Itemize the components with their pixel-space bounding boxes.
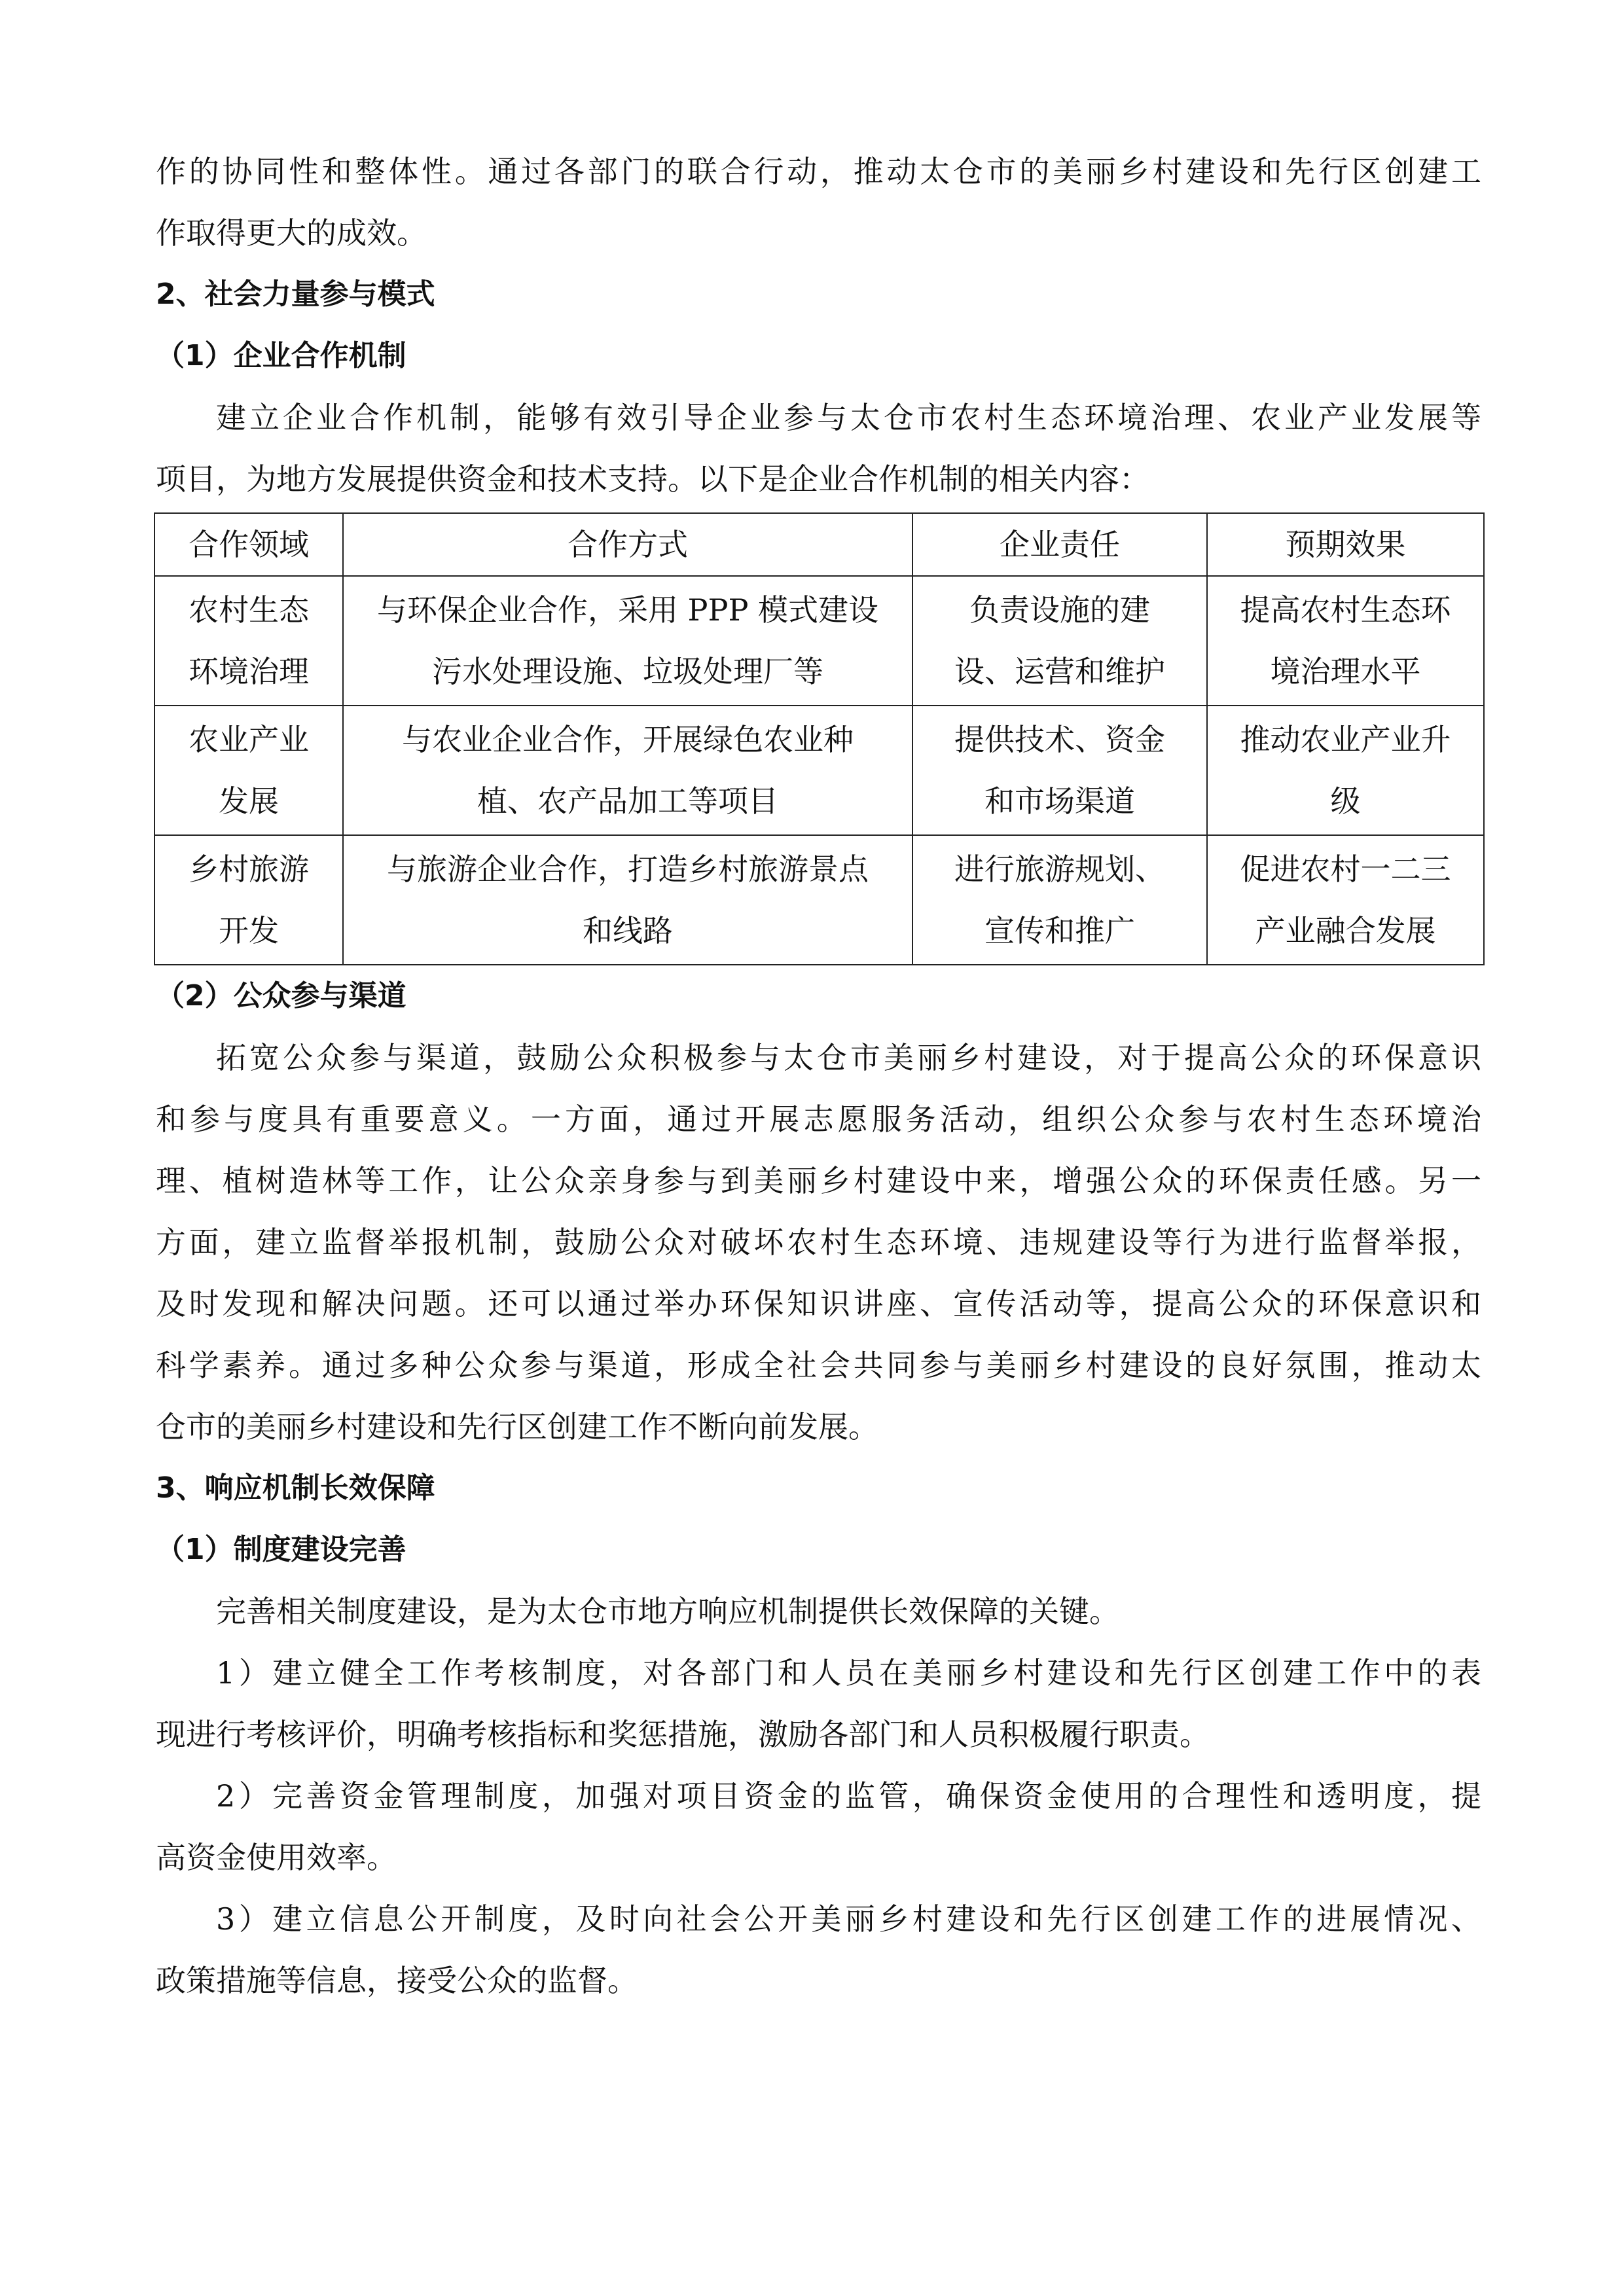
paragraph-line: 科学素养。通过多种公众参与渠道，形成全社会共同参与美丽乡村建设的良好氛围，推动太 bbox=[156, 1348, 1481, 1383]
subsection-heading: （2）公众参与渠道 bbox=[156, 979, 406, 1013]
table-cell bbox=[1207, 706, 1484, 835]
paragraph-line: 作的协同性和整体性。通过各部门的联合行动，推动太仓市的美丽乡村建设和先行区创建工 bbox=[156, 154, 1481, 189]
table-cell bbox=[912, 576, 1207, 706]
paragraph-line: 项目，为地方发展提供资金和技术支持。以下是企业合作机制的相关内容： bbox=[156, 461, 1149, 497]
table-cell bbox=[343, 706, 912, 835]
section-heading: 2、社会力量参与模式 bbox=[156, 278, 435, 311]
cell-text: 植、农产品加工等项目 bbox=[477, 783, 778, 819]
table-cell bbox=[343, 576, 912, 706]
cell-text: 与环保企业合作，采用 PPP 模式建设 bbox=[376, 592, 879, 628]
cell-text: 负责设施的建 bbox=[969, 592, 1150, 628]
cell-text: 境治理水平 bbox=[1270, 654, 1421, 689]
paragraph-line: 现进行考核评价，明确考核指标和奖惩措施，激励各部门和人员积极履行职责。 bbox=[156, 1717, 1210, 1752]
paragraph-line: 仓市的美丽乡村建设和先行区创建工作不断向前发展。 bbox=[156, 1409, 878, 1444]
cell-text: 发展 bbox=[219, 783, 279, 819]
paragraph-line: 政策措施等信息，接受公众的监督。 bbox=[156, 1963, 638, 1998]
column-header: 预期效果 bbox=[1207, 513, 1484, 576]
table-row bbox=[154, 706, 1484, 835]
table-row bbox=[154, 835, 1484, 965]
document-page bbox=[156, 141, 1481, 2011]
cooperation-table bbox=[154, 512, 1485, 965]
paragraph-line: 理、植树造林等工作，让公众亲身参与到美丽乡村建设中来，增强公众的环保责任感。另一 bbox=[156, 1163, 1481, 1198]
cell-text: 开发 bbox=[219, 913, 279, 948]
intro-paragraph bbox=[156, 141, 1481, 264]
cell-text: 污水处理设施、垃圾处理厂等 bbox=[432, 654, 823, 689]
list-item bbox=[156, 1765, 1481, 1888]
column-header: 合作领域 bbox=[154, 513, 343, 576]
paragraph-line: 作取得更大的成效。 bbox=[156, 215, 427, 251]
paragraph-line: 1）建立健全工作考核制度，对各部门和人员在美丽乡村建设和先行区创建工作中的表 bbox=[216, 1655, 1481, 1691]
paragraph-line: 高资金使用效率。 bbox=[156, 1840, 397, 1875]
subsection-heading: （1）制度建设完善 bbox=[156, 1533, 406, 1566]
paragraph-line: 建立企业合作机制，能够有效引导企业参与太仓市农村生态环境治理、农业产业发展等 bbox=[216, 400, 1481, 435]
cell-text: 环境治理 bbox=[189, 654, 309, 689]
cell-text: 进行旅游规划、 bbox=[954, 852, 1165, 887]
table-cell bbox=[912, 706, 1207, 835]
paragraph-line: 2）完善资金管理制度，加强对项目资金的监管，确保资金使用的合理性和透明度，提 bbox=[216, 1778, 1481, 1814]
table-header-row bbox=[154, 513, 1484, 576]
cell-text: 提供技术、资金 bbox=[954, 722, 1165, 757]
cell-text: 和线路 bbox=[583, 913, 673, 948]
cell-text: 产业融合发展 bbox=[1255, 913, 1436, 948]
cell-text: 推动农业产业升 bbox=[1240, 722, 1451, 757]
cell-text: 级 bbox=[1330, 783, 1361, 819]
cell-text: 和市场渠道 bbox=[984, 783, 1135, 819]
table-cell bbox=[1207, 835, 1484, 965]
list-item bbox=[156, 1888, 1481, 2011]
paragraph-line: 及时发现和解决问题。还可以通过举办环保知识讲座、宣传活动等，提高公众的环保意识和 bbox=[156, 1286, 1481, 1321]
table-cell bbox=[154, 835, 343, 965]
table-row bbox=[154, 576, 1484, 706]
subsection-heading: （1）企业合作机制 bbox=[156, 339, 406, 372]
enterprise-paragraph bbox=[156, 387, 1481, 510]
paragraph-line: 和参与度具有重要意义。一方面，通过开展志愿服务活动，组织公众参与农村生态环境治 bbox=[156, 1102, 1481, 1137]
table-cell bbox=[912, 835, 1207, 965]
cell-text: 提高农村生态环 bbox=[1240, 592, 1451, 628]
section-heading: 3、响应机制长效保障 bbox=[156, 1471, 435, 1505]
table-cell bbox=[154, 706, 343, 835]
list-item bbox=[156, 1642, 1481, 1765]
public-participation-paragraph bbox=[156, 1027, 1481, 1458]
table-cell bbox=[343, 835, 912, 965]
cell-text: 宣传和推广 bbox=[984, 913, 1135, 948]
table-cell bbox=[1207, 576, 1484, 706]
column-header: 合作方式 bbox=[343, 513, 912, 576]
paragraph-line: 完善相关制度建设，是为太仓市地方响应机制提供长效保障的关键。 bbox=[216, 1594, 1119, 1629]
cell-text: 乡村旅游 bbox=[189, 852, 309, 887]
cell-text: 农业产业 bbox=[189, 722, 309, 757]
cell-text: 促进农村一二三 bbox=[1240, 852, 1451, 887]
table-cell bbox=[154, 576, 343, 706]
paragraph-line: 拓宽公众参与渠道，鼓励公众积极参与太仓市美丽乡村建设，对于提高公众的环保意识 bbox=[216, 1040, 1481, 1075]
cell-text: 与旅游企业合作，打造乡村旅游景点 bbox=[387, 852, 869, 887]
paragraph-line: 方面，建立监督举报机制，鼓励公众对破坏农村生态环境、违规建设等行为进行监督举报， bbox=[156, 1225, 1481, 1260]
paragraph-line: 3）建立信息公开制度，及时向社会公开美丽乡村建设和先行区创建工作的进展情况、 bbox=[216, 1901, 1481, 1937]
cell-text: 农村生态 bbox=[189, 592, 309, 628]
cell-text: 设、运营和维护 bbox=[954, 654, 1165, 689]
column-header: 企业责任 bbox=[912, 513, 1207, 576]
cell-text: 与农业企业合作，开展绿色农业种 bbox=[402, 722, 854, 757]
